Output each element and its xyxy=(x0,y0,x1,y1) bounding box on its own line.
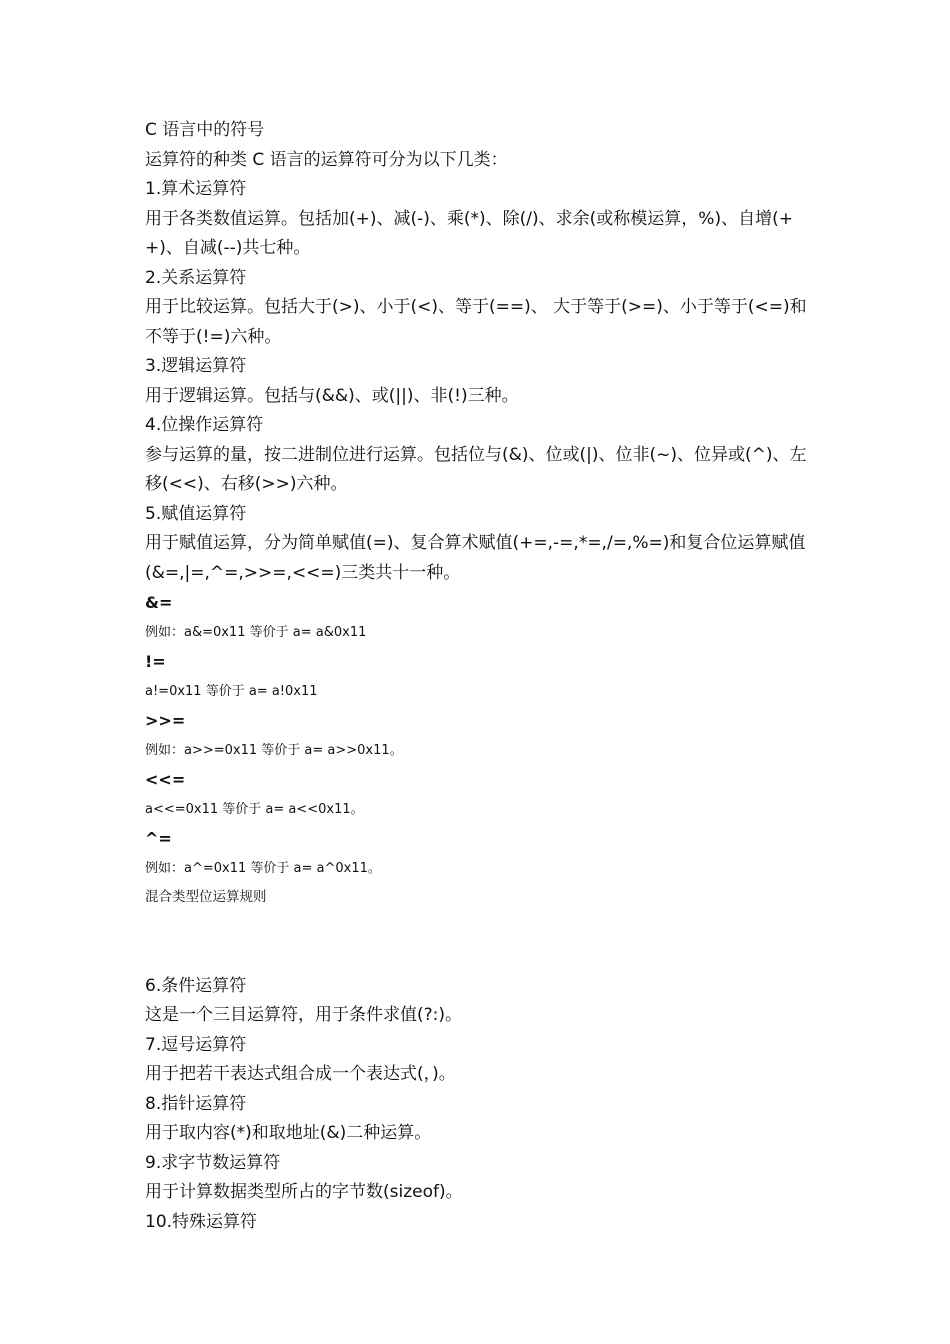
section-body-assignment: 用于赋值运算，分为简单赋值(=)、复合算术赋值(+=,-=,*=,/=,%=)和复合位运算赋值(&=,|=,^=,>>=,<<=)三类共十一种。 xyxy=(145,533,806,583)
assign-op-xor: ^= xyxy=(145,829,172,848)
section-heading-logical: 3.逻辑运算符 xyxy=(145,356,247,376)
section-heading-relational: 2.关系运算符 xyxy=(145,267,247,288)
section-heading-arithmetic: 1.算术运算符 xyxy=(145,179,247,199)
spacer xyxy=(145,913,815,972)
assign-op-not: != xyxy=(145,652,166,671)
section-body-bitwise: 参与运算的量，按二进制位进行运算。包括位与(&)、位或(|)、位非(~)、位异或(^)、左移(<<)、右移(>>)六种。 xyxy=(145,444,807,494)
assign-example-xor: 例如：a^=0x11 等价于 a= a^0x11。 xyxy=(145,860,381,876)
document-intro: 运算符的种类 C 语言的运算符可分为以下几类： xyxy=(145,149,508,170)
assign-example-shift-right: 例如：a>>=0x11 等价于 a= a>>0x11。 xyxy=(145,742,403,758)
section-heading-pointer: 8.指针运算符 xyxy=(145,1093,247,1114)
section-heading-bitwise: 4.位操作运算符 xyxy=(145,415,264,435)
mixed-type-rule: 混合类型位运算规则 xyxy=(145,889,267,905)
assign-op-shift-right: >>= xyxy=(145,711,186,730)
section-body-conditional: 这是一个三目运算符，用于条件求值(?:)。 xyxy=(145,1005,463,1025)
section-heading-assignment: 5.赋值运算符 xyxy=(145,503,247,524)
assign-example-not: a!=0x11 等价于 a= a!0x11 xyxy=(145,683,318,699)
document-body xyxy=(145,116,815,1237)
section-heading-comma: 7.逗号运算符 xyxy=(145,1034,247,1055)
document-title: C 语言中的符号 xyxy=(145,120,265,140)
assign-example-and: 例如：a&=0x11 等价于 a= a&0x11 xyxy=(145,624,367,640)
section-heading-conditional: 6.条件运算符 xyxy=(145,975,247,996)
section-heading-special: 10.特殊运算符 xyxy=(145,1211,258,1232)
section-body-comma: 用于把若干表达式组合成一个表达式(，)。 xyxy=(145,1064,456,1084)
assign-example-shift-left: a<<=0x11 等价于 a= a<<0x11。 xyxy=(145,801,364,817)
assign-op-and: &= xyxy=(145,593,173,612)
section-body-logical: 用于逻辑运算。包括与(&&)、或(||)、非(!)三种。 xyxy=(145,385,519,406)
section-body-relational: 用于比较运算。包括大于(>)、小于(<)、等于(==)、 大于等于(>=)、小于等于(<=)和不等于(!=)六种。 xyxy=(145,297,807,347)
assign-op-shift-left: <<= xyxy=(145,770,186,789)
section-heading-sizeof: 9.求字节数运算符 xyxy=(145,1152,281,1173)
section-body-pointer: 用于取内容(*)和取地址(&)二种运算。 xyxy=(145,1123,432,1143)
section-body-arithmetic: 用于各类数值运算。包括加(+)、减(-)、乘(*)、除(/)、求余(或称模运算，%)、自增(++)、自减(--)共七种。 xyxy=(145,208,793,258)
section-body-sizeof: 用于计算数据类型所占的字节数(sizeof)。 xyxy=(145,1182,463,1202)
